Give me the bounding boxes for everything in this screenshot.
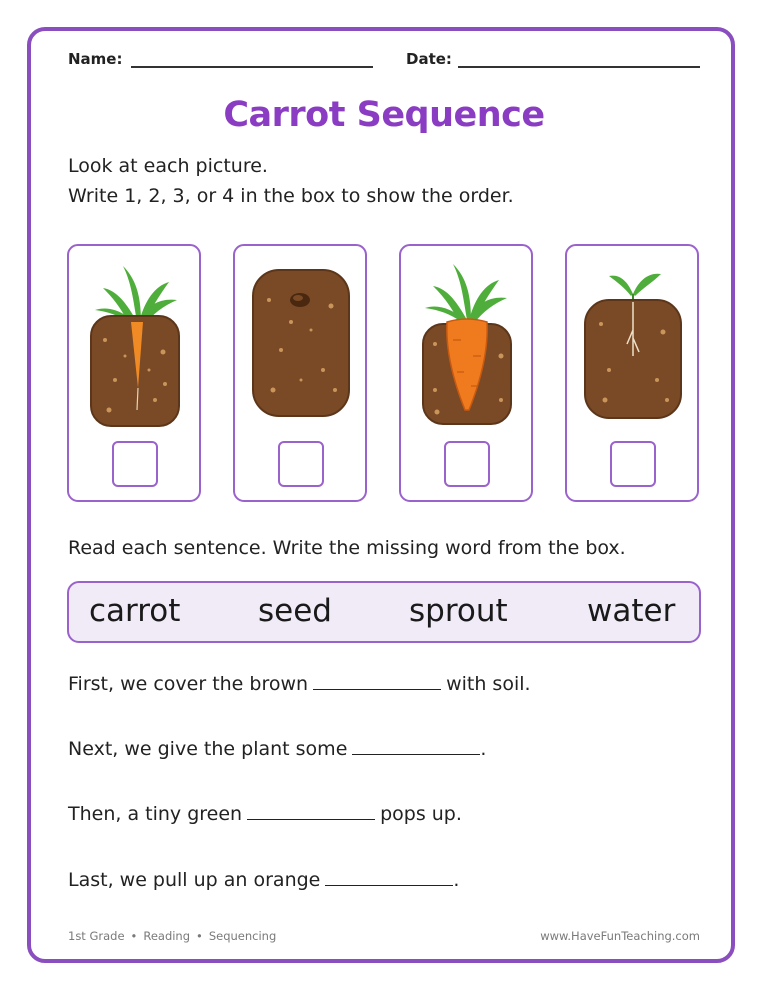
footer-subject: Reading [143, 929, 191, 943]
answer-box-1[interactable] [112, 441, 158, 487]
answer-box-3[interactable] [444, 441, 490, 487]
fill-blank[interactable] [247, 801, 375, 820]
word-bank [67, 581, 701, 643]
word-bank-item: water [587, 593, 676, 629]
word-bank-item: seed [258, 593, 332, 629]
picture-card-4 [565, 244, 699, 502]
sentence-text: Next, we give the plant some [68, 738, 348, 760]
seed-in-soil-icon [251, 260, 351, 430]
section2-instruction: Read each sentence. Write the missing word from the box. [68, 537, 626, 559]
picture-card-2 [233, 244, 367, 502]
name-label: Name: [68, 50, 123, 68]
picture-card-3 [399, 244, 533, 502]
answer-box-4[interactable] [610, 441, 656, 487]
word-bank-item: carrot [89, 593, 181, 629]
word-bank-item: sprout [409, 593, 508, 629]
carrot-growing-icon [85, 260, 185, 430]
grown-carrot-icon [417, 260, 517, 430]
date-label: Date: [406, 50, 452, 68]
bullet-icon: • [130, 929, 138, 943]
name-field[interactable] [131, 66, 373, 68]
instruction-line-2: Write 1, 2, 3, or 4 in the box to show the order. [68, 185, 514, 207]
sentence-text: pops up. [380, 803, 462, 825]
answer-box-2[interactable] [278, 441, 324, 487]
sentence-4 [68, 867, 459, 891]
sentence-text: . [453, 869, 460, 891]
footer-topic: Sequencing [208, 929, 277, 943]
instruction-line-1: Look at each picture. [68, 155, 268, 177]
sentence-text: First, we cover the brown [68, 673, 309, 695]
fill-blank[interactable] [325, 867, 453, 886]
fill-blank[interactable] [352, 736, 480, 755]
sentence-text: with soil. [446, 673, 531, 695]
sentence-1 [68, 671, 531, 695]
sentence-text: Last, we pull up an orange [68, 869, 321, 891]
footer-grade: 1st Grade [68, 929, 125, 943]
picture-card-1 [67, 244, 201, 502]
footer-categories [68, 929, 276, 943]
fill-blank[interactable] [313, 671, 441, 690]
footer-website: www.HaveFunTeaching.com [540, 929, 700, 943]
sprout-icon [583, 260, 683, 430]
sentence-text: Then, a tiny green [68, 803, 243, 825]
date-field[interactable] [458, 66, 700, 68]
page-title: Carrot Sequence [223, 95, 545, 135]
sentence-text: . [480, 738, 487, 760]
sentence-2 [68, 736, 486, 760]
bullet-icon: • [196, 929, 203, 943]
sentence-3 [68, 801, 462, 825]
